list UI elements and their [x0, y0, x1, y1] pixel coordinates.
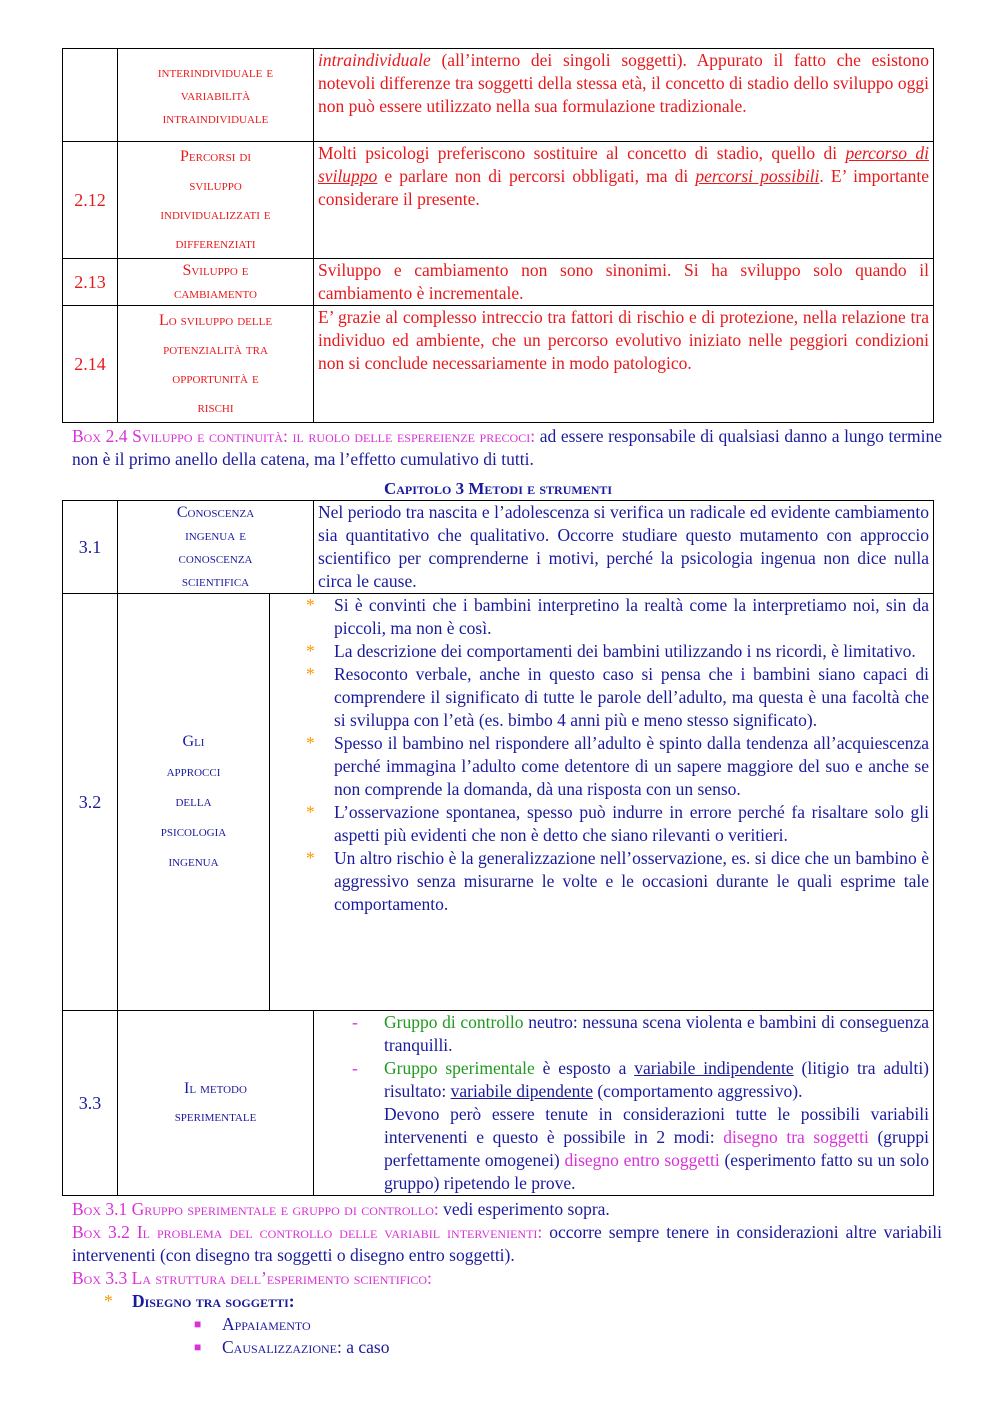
approaches-list-cell [270, 594, 934, 1011]
list-item [306, 847, 929, 916]
item-text: (comportamento aggressivo). [592, 1081, 803, 1101]
table-row [63, 501, 934, 594]
row-label [118, 1011, 314, 1196]
variables-paragraph [314, 1103, 929, 1195]
list-item [306, 663, 929, 732]
italic-term: intraindividuale [318, 50, 431, 70]
list-item [62, 1290, 934, 1313]
box-3-2 [72, 1221, 942, 1267]
text-span: (gruppi perfettamente omogenei) [384, 1127, 929, 1170]
label-line: Il metodo [184, 1080, 247, 1097]
box-text: ad essere responsabile di qualsiasi danno a lungo termine non è il primo anello della catena, ma l’effetto cumulativo di tutti. [72, 426, 942, 469]
row-number: 2.13 [63, 259, 118, 306]
magenta-term: disegno entro soggetti [564, 1150, 720, 1170]
label-line: sviluppo [189, 177, 242, 194]
table-row [63, 142, 934, 259]
row-number: 3.2 [63, 594, 118, 1011]
magenta-term: disegno tra soggetti [723, 1127, 869, 1147]
green-term: Gruppo di controllo [384, 1012, 524, 1032]
box-text: vedi esperimento sopra. [438, 1199, 610, 1219]
box-heading: Box 2.4 Sviluppo e continuità: il ruolo delle espereienze precoci: [72, 426, 536, 446]
row-label [118, 259, 314, 306]
text-span: (all’interno dei singoli soggetti). Appurato il fatto che esistono notevoli differenze tra soggetti della stessa età, il concetto di stadio dello sviluppo oggi non può essere utilizzato nella sua formulazione tradizionale. [318, 50, 929, 116]
approaches-list [306, 594, 929, 916]
list-item [352, 1011, 929, 1057]
list-item [62, 1313, 934, 1336]
label-line: intraindividuale [162, 109, 269, 127]
box-2-4 [72, 425, 942, 471]
table-row [63, 259, 934, 306]
asterisk-icon: * [306, 595, 315, 615]
experiment-cell [314, 1011, 934, 1196]
row-text: Sviluppo e cambiamento non sono sinonimi. Si ha sviluppo solo quando il cambiamento è incrementale. [314, 259, 934, 306]
dash-icon: - [352, 1058, 358, 1078]
underlined-term: variabile indipendente [634, 1058, 794, 1078]
list-item [352, 1057, 930, 1103]
asterisk-icon: * [306, 848, 315, 868]
list-item [306, 801, 929, 847]
row-text [314, 142, 934, 259]
row-text [314, 49, 934, 142]
label-line: interindividuale e [157, 63, 274, 81]
item-text: (litigio tra adulti) risultato: [384, 1058, 930, 1101]
text-span: . E’ importante considerare il presente. [318, 166, 929, 209]
label-line: differenziati [175, 235, 256, 252]
row-label [118, 501, 314, 594]
asterisk-icon: * [306, 733, 315, 753]
box-text: occorre sempre tenere in considerazioni altre variabili intervenenti (con disegno tra soggetti o disegno entro soggetti). [72, 1222, 942, 1265]
label-line: cambiamento [174, 285, 257, 302]
item-text: neutro: nessuna scena violenta e bambini di conseguenza tranquilli. [384, 1012, 929, 1055]
underlined-term: percorso di sviluppo [318, 143, 929, 186]
box-heading: Box 3.1 Gruppo sperimentale e gruppo di controllo: [72, 1199, 439, 1219]
row-label [118, 142, 314, 259]
item-text: Disegno tra soggetti: [132, 1291, 295, 1311]
item-text: Appaiamento [222, 1314, 311, 1334]
item-text: La descrizione dei comportamenti dei bambini utilizzando i ns ricordi, è limitativo. [334, 641, 916, 661]
label-line: psicologia [160, 823, 227, 840]
table-row [63, 306, 934, 423]
green-term: Gruppo sperimentale [384, 1058, 535, 1078]
item-text: è esposto a [534, 1058, 635, 1078]
label-line: approcci [166, 763, 221, 780]
list-item [306, 594, 929, 640]
label-line: ingenua e [185, 527, 246, 544]
text-span: e parlare non di percorsi obbligati, ma di [377, 166, 696, 186]
label-line: Conoscenza [176, 504, 255, 521]
asterisk-icon: * [306, 802, 315, 822]
row-label [118, 306, 314, 423]
item-text: : a caso [337, 1337, 390, 1357]
item-text: Si è convinti che i bambini interpretino la realtà come la interpretiamo noi, sin da piccoli, ma non è così. [334, 595, 929, 638]
table-row [63, 49, 934, 142]
row-label [118, 594, 270, 1011]
asterisk-icon: * [306, 641, 315, 661]
box-heading: Box 3.2 Il problema del controllo delle variabil intervenienti: [72, 1222, 543, 1242]
label-line: opportunità e [172, 370, 259, 387]
list-item [306, 640, 929, 663]
asterisk-icon: * [104, 1291, 113, 1311]
list-item [62, 1336, 934, 1359]
square-bullet-icon: ■ [194, 1340, 202, 1354]
item-text: Un altro rischio è la generalizzazione nell’osservazione, es. si dice che un bambino è aggressivo senza misurarne le volte e le occasioni durante le quali esprime tale comportamento. [334, 848, 929, 914]
text-span: Devono però essere tenute in considerazioni tutte le possibili variabili intervenenti e questo è possibile in 2 modi: [384, 1104, 929, 1147]
chapter3-table [62, 500, 934, 1196]
table-row [63, 594, 934, 1011]
chapter2-table [62, 48, 934, 423]
row-number: 2.14 [63, 306, 118, 423]
label-line: Gli [182, 733, 205, 750]
row-number: 3.1 [63, 501, 118, 594]
item-text: L’osservazione spontanea, spesso può indurre in errore perché fa risaltare solo gli aspetti più evidenti che non è detto che siano rilevanti o veritieri. [334, 802, 929, 845]
label-line: conoscenza [178, 550, 253, 567]
label-line: scientifica [181, 573, 250, 590]
underlined-term: variabile dipendente [450, 1081, 593, 1101]
table-row [63, 1011, 934, 1196]
label-line: individualizzati e [160, 206, 271, 223]
label-line: Percorsi di [180, 148, 251, 165]
box-heading: Box 3.3 La struttura dell’esperimento scientifico: [72, 1268, 432, 1288]
chapter-title: Capitolo 3 Metodi e strumenti [383, 479, 613, 498]
list-item [306, 732, 929, 801]
text-span: (esperimento fatto su un solo gruppo) ripetendo le prove. [384, 1150, 930, 1193]
groups-list [314, 1011, 929, 1103]
label-line: potenzialità tra [163, 341, 268, 358]
item-text: Resoconto verbale, anche in questo caso si pensa che i bambini siano capaci di comprendere il significato di tutte le parole dell’adulto, ma questa è una facoltà che si sviluppa con l’età (es. bimbo 4 anni più e meno stesso significato). [334, 664, 929, 730]
label-line: Sviluppo e [182, 262, 249, 279]
text-span: Molti psicologi preferiscono sostituire al concetto di stadio, quello di [318, 143, 846, 163]
box-3-1 [72, 1198, 942, 1221]
row-text: E’ grazie al complesso intreccio tra fattori di rischio e di protezione, nella relazione tra individuo ed ambiente, che un percorso evolutivo iniziato nelle peggiori condizioni non si conclude necessariamente in modo patologico. [314, 306, 934, 423]
label-line: rischi [197, 399, 234, 416]
row-label [118, 49, 314, 142]
item-text: Spesso il bambino nel rispondere all’adulto è spinto dalla tendenza all’acquiescenza perché immagina l’adulto come detentore di un sapere maggiore del suo e anche se non comprende la domanda, dà una risposta con un senso. [334, 733, 929, 799]
underlined-term: percorsi possibili [695, 166, 820, 186]
asterisk-icon: * [306, 664, 315, 684]
row-text: Nel periodo tra nascita e l’adolescenza si verifica un radicale ed evidente cambiamento sia quantitativo che qualitativo. Occorre studiare questo mutamento con approccio scientifico per comprenderne i motivi, perché la psicologia ingenua non dice nulla circa le cause. [314, 501, 934, 594]
row-number: 2.12 [63, 142, 118, 259]
document-page [62, 48, 942, 1359]
square-bullet-icon: ■ [194, 1317, 202, 1331]
row-number [63, 49, 118, 142]
box-3-3 [72, 1267, 942, 1290]
label-line: della [175, 793, 212, 810]
label-line: Lo sviluppo delle [158, 312, 273, 329]
label-line: variabilità [180, 86, 251, 104]
label-line: ingenua [168, 853, 219, 870]
dash-icon: - [352, 1012, 358, 1032]
label-line: sperimentale [174, 1108, 257, 1125]
row-number: 3.3 [63, 1011, 118, 1196]
item-text: Causalizzazione [222, 1337, 337, 1357]
